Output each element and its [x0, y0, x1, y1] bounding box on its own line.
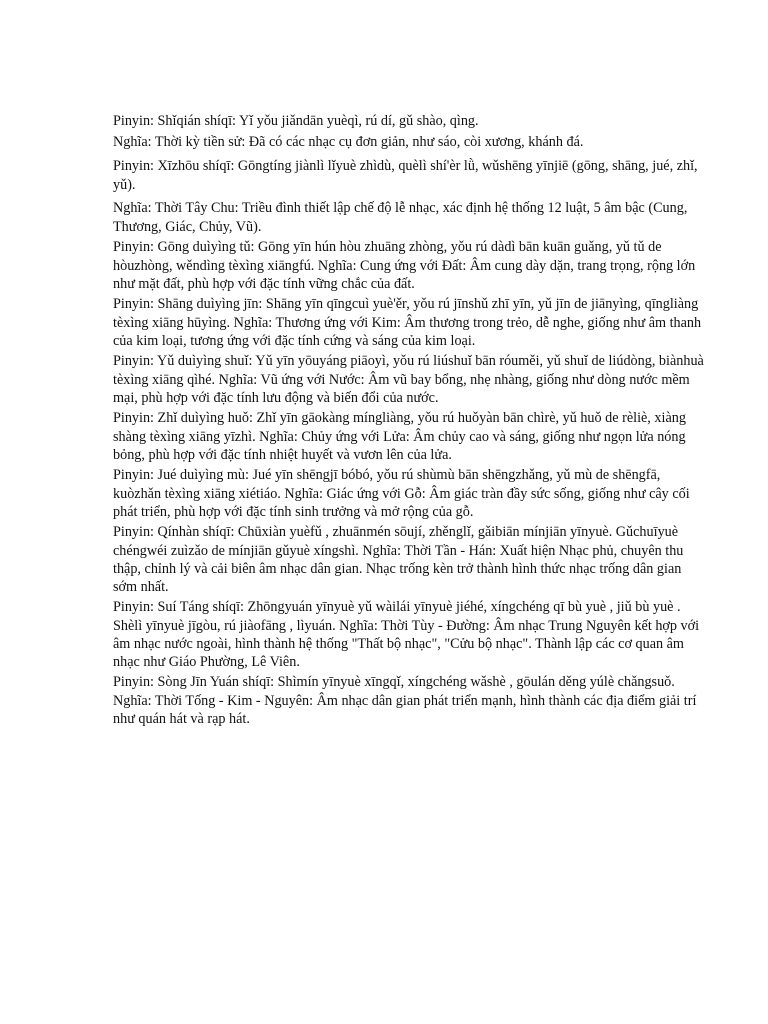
paragraph-text: Pinyin: Shǐqián shíqī: Yǐ yǒu jiǎndān yuèqì, rú dí, gǔ shào, qìng. — [113, 113, 479, 129]
paragraph-gong-earth — [113, 238, 708, 293]
paragraph-zhi-fire — [113, 409, 708, 464]
paragraph-pinyin-prehistoric — [113, 112, 708, 131]
paragraph-text: Pinyin: Qínhàn shíqī: Chūxiàn yuèfǔ , zhuānmén sōují, zhěnglǐ, gǎibiān mínjiān yīnyuè. Gǔchuīyuè chéngwéi zuìzǎo de mínjiān gǔyuè xíngshì. Nghĩa: Thời Tần - Hán: Xuất hiện Nhạc phủ, chuyên thu thập, chỉnh lý và cải biên âm nhạc dân gian. Nhạc trống kèn trở thành hình thức nhạc trống dân gian sớm nhất. — [113, 524, 684, 595]
paragraph-text: Pinyin: Yǔ duìyìng shuǐ: Yǔ yīn yōuyáng piāoyì, yǒu rú liúshuǐ bān róuměi, yǔ shuǐ de liúdòng, biànhuà tèxìng xiāng qìhé. Nghĩa: Vũ ứng với Nước: Âm vũ bay bổng, nhẹ nhàng, giống như dòng nước mềm mại, phù hợp với đặc tính lưu động và biến đổi của nước. — [113, 353, 704, 406]
paragraph-text: Pinyin: Sòng Jīn Yuán shíqī: Shìmín yīnyuè xīngqǐ, xíngchéng wǎshè , gōulán děng yúlè chǎngsuǒ. Nghĩa: Thời Tống - Kim - Nguyên: Âm nhạc dân gian phát triển mạnh, hình thành các địa điểm giải trí như quán hát và rạp hát. — [113, 674, 697, 727]
paragraph-text: Pinyin: Shāng duìyìng jīn: Shāng yīn qīngcuì yuè'ěr, yǒu rú jīnshǔ zhī yīn, yǔ jīn de jiānyìng, qīngliàng tèxìng xiāng hūyìng. Nghĩa: Thương ứng với Kim: Âm thương trong trẻo, dễ nghe, giống như âm thanh của kim loại, tương ứng với đặc tính cứng và sáng của kim loại. — [113, 296, 702, 349]
paragraph-text: Pinyin: Gōng duìyìng tǔ: Gōng yīn hún hòu zhuāng zhòng, yǒu rú dàdì bān kuān guǎng, yǔ tǔ de hòuzhòng, wěndìng tèxìng xiāngfú. Nghĩa: Cung ứng với Đất: Âm cung dày dặn, trang trọng, rộng lớn như mặt đất, phù hợp với đặc tính vững chắc của đất. — [113, 239, 696, 292]
paragraph-text: Nghĩa: Thời Tây Chu: Triều đình thiết lập chế độ lễ nhạc, xác định hệ thống 12 luật, 5 âm bậc (Cung, Thương, Giác, Chủy, Vũ). — [113, 200, 688, 235]
paragraph-sui-tang — [113, 598, 708, 671]
paragraph-meaning-western-zhou — [113, 199, 708, 236]
paragraph-jue-wood — [113, 466, 708, 521]
paragraph-song-jin-yuan — [113, 673, 708, 728]
paragraph-pinyin-western-zhou — [113, 157, 708, 194]
paragraph-text: Pinyin: Xīzhōu shíqī: Gōngtíng jiànlì lǐyuè zhìdù, quèlì shí'èr lǜ, wǔshēng yīnjiē (gōng, shāng, jué, zhǐ, yǔ). — [113, 158, 698, 193]
paragraph-shang-metal — [113, 295, 708, 350]
paragraph-yu-water — [113, 352, 708, 407]
paragraph-text: Pinyin: Suí Táng shíqī: Zhōngyuán yīnyuè yǔ wàilái yīnyuè jiéhé, xíngchéng qī bù yuè , jiǔ bù yuè . Shèlì yīnyuè jīgòu, rú jiàofāng , lìyuán. Nghĩa: Thời Tùy - Đường: Âm nhạc Trung Nguyên kết hợp với âm nhạc nước ngoài, hình thành hệ thống "Thất bộ nhạc", "Cửu bộ nhạc". Thành lập các cơ quan âm nhạc như Giáo Phường, Lê Viên. — [113, 599, 700, 670]
paragraph-text: Nghĩa: Thời kỳ tiền sử: Đã có các nhạc cụ đơn giản, như sáo, còi xương, khánh đá. — [113, 134, 584, 150]
paragraph-meaning-prehistoric — [113, 133, 708, 152]
paragraph-qin-han — [113, 523, 708, 596]
paragraph-text: Pinyin: Zhǐ duìyìng huǒ: Zhǐ yīn gāokàng míngliàng, yǒu rú huǒyàn bān chìrè, yǔ huǒ de rèliè, xiàng shàng tèxìng xiāng yīzhì. Nghĩa: Chủy ứng với Lửa: Âm chủy cao và sáng, giống như ngọn lửa nóng bỏng, phù hợp với đặc tính nhiệt huyết và vươn lên của lửa. — [113, 410, 686, 463]
paragraph-text: Pinyin: Jué duìyìng mù: Jué yīn shēngjī bóbó, yǒu rú shùmù bān shēngzhǎng, yǔ mù de shēngfā, kuòzhǎn tèxìng xiāng xiétiáo. Nghĩa: Giác ứng với Gỗ: Âm giác tràn đầy sức sống, giống như cây cối phát triển, phù hợp với đặc tính sinh trưởng và mở rộng của gỗ. — [113, 467, 690, 520]
